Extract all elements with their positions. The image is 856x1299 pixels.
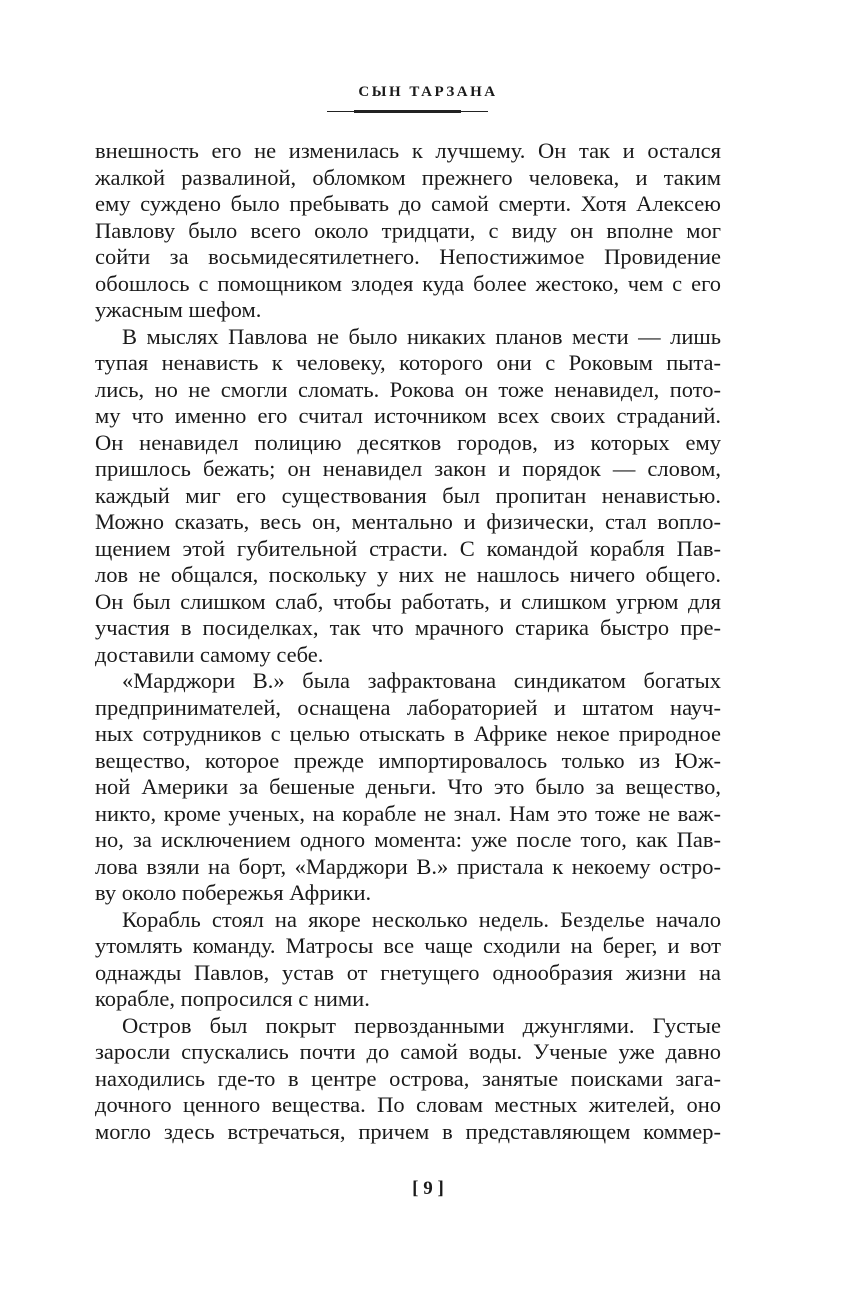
text-line: вещество, которое прежде импортировалось только из Юж- bbox=[95, 747, 721, 773]
paragraph bbox=[95, 1013, 721, 1146]
text-line: Остров был покрыт первозданными джунглями. Густые bbox=[122, 1012, 721, 1038]
paragraph bbox=[95, 324, 721, 669]
text-line: могло здесь встречаться, причем в представляющем коммер- bbox=[95, 1118, 721, 1144]
text-line: Корабль стоял на якоре несколько недель. Безделье начало bbox=[122, 906, 721, 932]
text-line: ву около побережья Африки. bbox=[95, 880, 372, 905]
text-line: му что именно его считал источником всех своих страданий. bbox=[95, 403, 721, 428]
text-line: каждый миг его существования был пропитан ненавистью. bbox=[95, 482, 721, 508]
text-line: участия в посиделках, так что мрачного старика быстро пре- bbox=[95, 615, 721, 640]
text-line: утомлять команду. Матросы все чаще сходили на берег, и вот bbox=[95, 933, 721, 958]
text-line: ему суждено было пребывать до самой смерти. Хотя Алексею bbox=[95, 191, 721, 216]
text-line: Павлову было всего около тридцати, с виду он вполне мог bbox=[95, 217, 721, 243]
text-line: дочного ценного вещества. По словам местных жителей, оно bbox=[95, 1092, 721, 1117]
text-line: тупая ненависть к человеку, которого они с Роковым пыта- bbox=[95, 350, 721, 375]
paragraph bbox=[95, 907, 721, 1013]
text-line: лов не общался, поскольку у них не нашлось ничего общего. bbox=[95, 562, 721, 587]
text-line: никто, кроме ученых, на корабле не знал. Нам это тоже не важ- bbox=[95, 800, 721, 826]
paragraph bbox=[95, 668, 721, 907]
text-line: лова взяли на борт, «Марджори В.» пристала к некоему остро- bbox=[95, 853, 721, 879]
text-line: доставили самому себе. bbox=[95, 641, 324, 667]
text-line: ной Америки за бешеные деньги. Что это было за вещество, bbox=[95, 774, 721, 799]
text-line: но, за исключением одного момента: уже после того, как Пав- bbox=[95, 827, 721, 852]
page-number: [ 9 ] bbox=[412, 1178, 444, 1199]
body-text bbox=[95, 138, 721, 1145]
text-line: пришлось бежать; он ненавидел закон и порядок — словом, bbox=[95, 456, 721, 481]
text-line: заросли спускались почти до самой воды. Ученые уже давно bbox=[95, 1039, 721, 1064]
text-line: внешность его не изменилась к лучшему. Он так и остался bbox=[95, 138, 721, 163]
text-line: ных сотрудников с целью отыскать в Африке некое природное bbox=[95, 721, 721, 746]
text-line: Он ненавидел полицию десятков городов, из которых ему bbox=[95, 429, 721, 455]
text-line: В мыслях Павлова не было никаких планов мести — лишь bbox=[122, 323, 721, 349]
text-line: сойти за восьмидесятилетнего. Непостижимое Провидение bbox=[95, 244, 721, 269]
text-line: предпринимателей, оснащена лабораторией и штатом науч- bbox=[95, 694, 721, 720]
text-line: ужасным шефом. bbox=[95, 297, 262, 322]
text-line: находились где-то в центре острова, занятые поисками зага- bbox=[95, 1065, 721, 1091]
text-line: щением этой губительной страсти. С командой корабля Пав- bbox=[95, 535, 721, 561]
header-rule-thick bbox=[354, 110, 461, 113]
text-line: корабле, попросился с ними. bbox=[95, 986, 370, 1011]
text-line: однажды Павлов, устав от гнетущего однообразия жизни на bbox=[95, 959, 721, 985]
text-line: «Марджори В.» была зафрактована синдикатом богатых bbox=[122, 668, 721, 693]
running-title: СЫН ТАРЗАНА bbox=[358, 84, 498, 100]
text-line: жалкой развалиной, обломком прежнего человека, и таким bbox=[95, 164, 721, 190]
text-line: обошлось с помощником злодея куда более жестоко, чем с его bbox=[95, 270, 721, 296]
text-line: лись, но не смогли сломать. Рокова он тоже ненавидел, пото- bbox=[95, 376, 721, 402]
text-line: Можно сказать, весь он, ментально и физически, стал вопло- bbox=[95, 509, 721, 534]
text-line: Он был слишком слаб, чтобы работать, и слишком угрюм для bbox=[95, 588, 721, 614]
paragraph bbox=[95, 138, 721, 324]
